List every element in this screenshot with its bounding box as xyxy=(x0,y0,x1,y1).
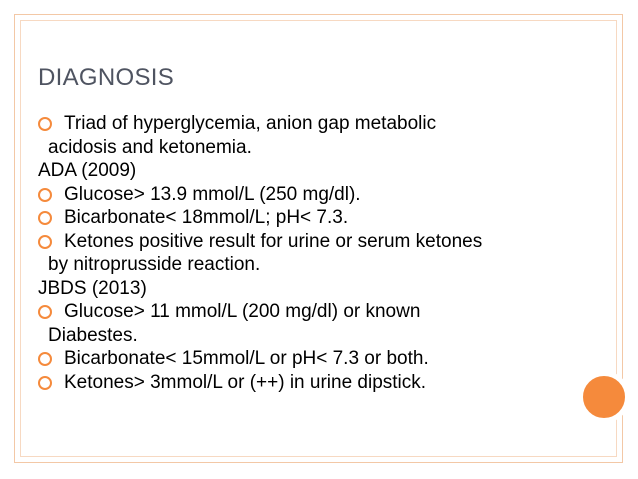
continuation-line xyxy=(38,324,558,348)
bullet-icon xyxy=(38,376,52,390)
continuation-line xyxy=(38,253,558,277)
bullet-icon xyxy=(38,305,52,319)
line-text: Ketones positive result for urine or serum ketones xyxy=(64,230,483,252)
bullet-line xyxy=(38,183,558,207)
line-text: Glucose> 11 mmol/L (200 mg/dl) or known xyxy=(64,301,421,322)
bullet-line xyxy=(38,347,558,371)
bullet-icon xyxy=(38,188,52,202)
slide-title: DIAGNOSIS xyxy=(38,64,175,91)
continuation-line xyxy=(38,136,558,160)
line-text: ADA (2009) xyxy=(38,160,137,181)
line-text: JBDS (2013) xyxy=(38,277,147,299)
bullet-icon xyxy=(38,235,52,249)
bullet-icon xyxy=(38,211,52,225)
line-text: Bicarbonate< 15mmol/L or pH< 7.3 or both. xyxy=(64,348,429,369)
bullet-icon xyxy=(38,117,52,131)
line-text: Ketones> 3mmol/L or (++) in urine dipstick. xyxy=(64,371,427,393)
bullet-line xyxy=(38,112,558,136)
bullet-line xyxy=(38,300,558,324)
line-text: by nitroprusside reaction. xyxy=(48,254,261,275)
line-text: Bicarbonate< 18mmol/L; pH< 7.3. xyxy=(64,207,349,228)
slide-content xyxy=(38,112,558,394)
bullet-line xyxy=(38,206,558,230)
line-text: Triad of hyperglycemia, anion gap metabolic xyxy=(64,113,437,134)
bullet-line xyxy=(38,230,558,254)
decorative-circle xyxy=(578,371,630,423)
section-heading-jbds xyxy=(38,277,558,301)
bullet-icon xyxy=(38,352,52,366)
bullet-line xyxy=(38,371,558,395)
line-text: acidosis and ketonemia. xyxy=(48,136,252,158)
line-text: Glucose> 13.9 mmol/L (250 mg/dl). xyxy=(64,183,361,205)
section-heading-ada xyxy=(38,159,558,183)
line-text: Diabestes. xyxy=(48,324,138,346)
